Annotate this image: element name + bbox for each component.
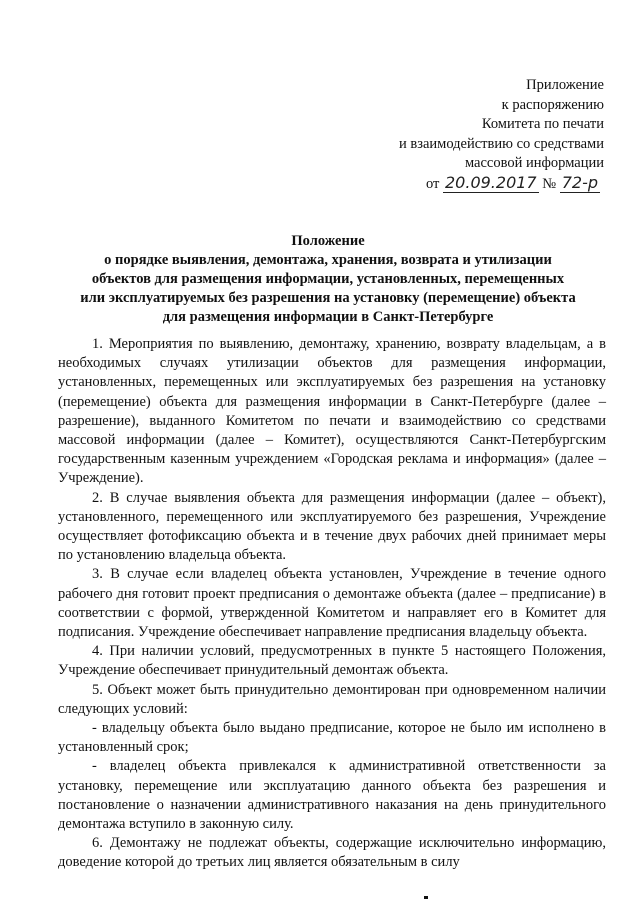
title-line: для размещения информации в Санкт-Петербурге bbox=[162, 309, 494, 325]
list-item-condition-1: - владельцу объекта было выдано предписание, которое не было им исполнено в установленный срок; bbox=[58, 720, 606, 756]
paragraph-3: 3. В случае если владелец объекта установлен, Учреждение в течение одного рабочего дня готовит проект предписания о демонтаже объекта (далее – предписание) в соответствии с формой, утвержденной Комитетом и направляет его в Комитет для подписания. Учреждение обеспечивает направление предписания владельцу объекта. bbox=[58, 566, 606, 641]
paragraph-4: 4. При наличии условий, предусмотренных в пункте 5 настоящего Положения, Учреждение обеспечивает принудительный демонтаж объекта. bbox=[58, 643, 606, 679]
paragraph-6: 6. Демонтажу не подлежат объекты, содержащие исключительно информацию, доведение которой до третьих лиц является обязательным в силу bbox=[58, 835, 606, 871]
document-body bbox=[58, 335, 606, 873]
document-title bbox=[40, 232, 616, 327]
appendix-header bbox=[304, 76, 604, 174]
title-line: или эксплуатируемых без разрешения на установку (перемещение) объекта bbox=[80, 290, 576, 306]
appendix-line: к распоряжению bbox=[501, 96, 604, 113]
title-line: о порядке выявления, демонтажа, хранения, возврата и утилизации bbox=[104, 252, 552, 268]
paragraph-1: 1. Мероприятия по выявлению, демонтажу, хранению, возврату владельцам, а в необходимых случаях утилизации объектов для размещения информации, установленных, перемещенных или эксплуатируемых без разрешения на установку (перемещение) объекта для размещения информации в Санкт-Петербурге (далее – разрешение), выданного Комитетом по печати и взаимодействию со средствами массовой информации (далее – Комитет), осуществляются Санкт-Петербургским государственным казенным учреждением «Городская реклама и информация» (далее – Учреждение). bbox=[58, 336, 606, 487]
title-line: объектов для размещения информации, установленных, перемещенных bbox=[91, 271, 565, 287]
appendix-line: и взаимодействию со средствами bbox=[399, 135, 604, 152]
paragraph-5: 5. Объект может быть принудительно демонтирован при одновременном наличии следующих условий: bbox=[58, 681, 606, 717]
order-date-number bbox=[426, 174, 600, 193]
page-mark bbox=[424, 896, 428, 899]
order-date-handwritten: 20.09.2017 bbox=[445, 173, 537, 192]
order-number-handwritten: 72-р bbox=[561, 173, 598, 192]
from-label: от bbox=[425, 176, 440, 192]
paragraph-2: 2. В случае выявления объекта для размещения информации (далее – объект), установленного, перемещенного или эксплуатируемого без разрешения, Учреждение осуществляет фотофиксацию объекта и в течение двух рабочих дней принимает меры по установлению владельца объекта. bbox=[58, 489, 606, 564]
number-label: № bbox=[542, 176, 557, 192]
appendix-line: массовой информации bbox=[464, 155, 604, 171]
title-line: Положение bbox=[291, 233, 365, 249]
appendix-line: Приложение bbox=[526, 77, 604, 93]
list-item-condition-2: - владелец объекта привлекался к административной ответственности за установку, перемещение или эксплуатацию данного объекта без разрешения и постановление о назначении административного наказания на день принудительного демонтажа вступило в законную силу. bbox=[58, 758, 606, 833]
appendix-line: Комитета по печати bbox=[481, 116, 604, 132]
